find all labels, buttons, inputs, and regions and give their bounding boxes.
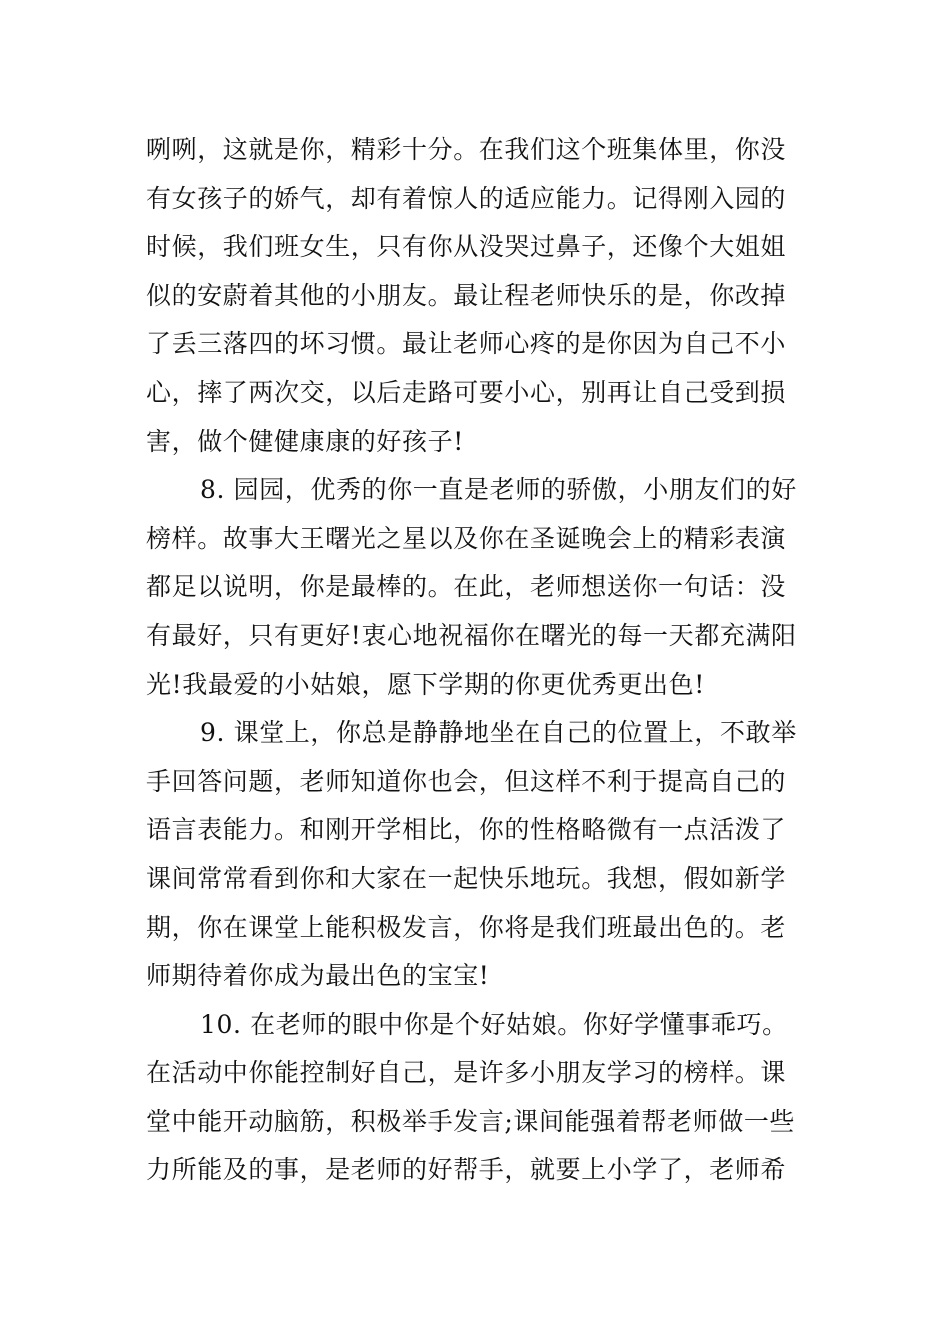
paragraph-10 xyxy=(146,1001,810,1195)
text-line: 有女孩子的娇气，却有着惊人的适应能力。记得刚入园的 xyxy=(146,183,787,213)
text-line: 手回答问题，老师知道你也会，但这样不利于提高自己的 xyxy=(146,766,787,796)
text-line: 榜样。故事大王曙光之星以及你在圣诞晚会上的精彩表演 xyxy=(146,523,787,553)
text-line: 课间常常看到你和大家在一起快乐地玩。我想，假如新学 xyxy=(146,863,787,893)
text-line: 堂中能开动脑筋，积极举手发言;课间能强着帮老师做一些 xyxy=(146,1106,796,1136)
paragraph-7-continued xyxy=(146,126,810,466)
text-line: 期，你在课堂上能积极发言，你将是我们班最出色的。老 xyxy=(146,912,787,942)
paragraph-8 xyxy=(146,466,810,709)
text-line: 语言表能力。和刚开学相比，你的性格略微有一点活泼了 xyxy=(146,815,787,845)
text-line: 都足以说明，你是最棒的。在此，老师想送你一句话：没 xyxy=(146,572,787,602)
text-line-first: 9. 课堂上，你总是静静地坐在自己的位置上，不敢举 xyxy=(200,718,797,748)
document-body xyxy=(146,126,810,1195)
text-line: 师期待着你成为最出色的宝宝! xyxy=(146,961,490,991)
text-line: 在活动中你能控制好自己，是许多小朋友学习的榜样。课 xyxy=(146,1058,787,1088)
text-line: 力所能及的事，是老师的好帮手，就要上小学了，老师希 xyxy=(146,1155,787,1185)
paragraph-9 xyxy=(146,709,810,1001)
text-line: 咧咧，这就是你，精彩十分。在我们这个班集体里，你没 xyxy=(146,135,787,164)
text-line: 心，摔了两次交，以后走路可要小心，别再让自己受到损 xyxy=(146,377,787,407)
text-line: 似的安蔚着其他的小朋友。最让程老师快乐的是，你改掉 xyxy=(146,280,787,310)
text-line: 有最好，只有更好!衷心地祝福你在曙光的每一天都充满阳 xyxy=(146,620,797,650)
text-line: 害，做个健健康康的好孩子! xyxy=(146,426,464,456)
text-line: 了丢三落四的坏习惯。最让老师心疼的是你因为自己不小 xyxy=(146,329,787,359)
text-line-first: 10. 在老师的眼中你是个好姑娘。你好学懂事乖巧。 xyxy=(200,1009,788,1039)
text-line: 光!我最爱的小姑娘，愿下学期的你更优秀更出色! xyxy=(146,669,705,699)
text-line-first: 8. 园园，优秀的你一直是老师的骄傲，小朋友们的好 xyxy=(200,475,797,505)
text-line: 时候，我们班女生，只有你从没哭过鼻子，还像个大姐姐 xyxy=(146,232,787,262)
